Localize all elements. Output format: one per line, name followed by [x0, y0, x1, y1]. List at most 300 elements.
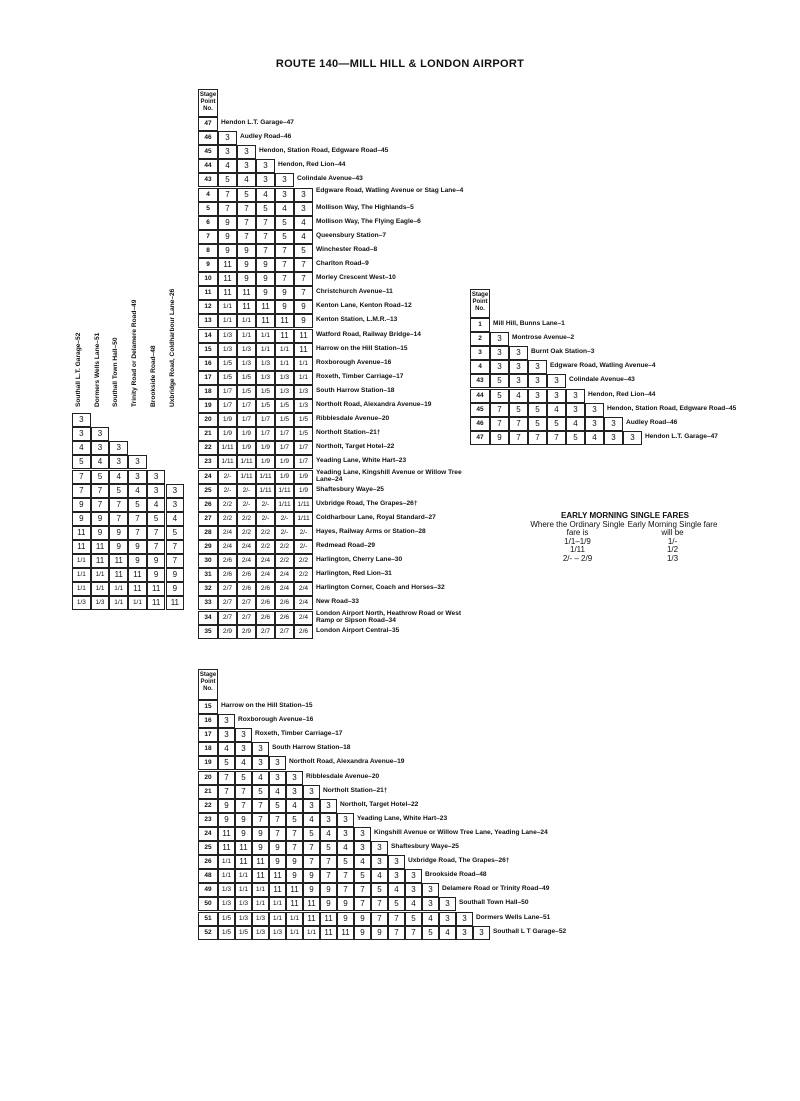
stage-number: 33 [198, 596, 218, 610]
stage-label: Harrow on the Hill Station–15 [316, 344, 408, 352]
fare-cell: 3 [623, 431, 642, 445]
stage-label: Burnt Oak Station–3 [531, 348, 595, 356]
stage-label: Harlington Corner, Coach and Horses–32 [316, 584, 445, 592]
fare-cell: 1/1 [235, 883, 252, 897]
fare-cell: 4 [275, 202, 294, 216]
fare-cell: 1/3 [235, 912, 252, 926]
fare-cell: 3 [439, 897, 456, 911]
column-header-vertical: Uxbridge Road, Coldharbour Lane–26 [168, 288, 176, 408]
fare-cell: 9 [166, 582, 185, 596]
fare-cell: 1/3 [218, 897, 235, 911]
fare-cell: 7 [294, 272, 313, 286]
fare-cell: 1/1 [109, 596, 128, 610]
fare-cell: 3 [422, 897, 439, 911]
stage-number: 17 [198, 371, 218, 385]
stage-number: 28 [198, 526, 218, 540]
fare-cell: 3 [147, 470, 166, 484]
column-header-vertical: Trinity Road or Delamere Road–49 [131, 299, 139, 408]
fare-cell: 7 [269, 813, 286, 827]
stage-label: Shaftesbury Waye–25 [316, 485, 384, 493]
fare-cell: 1/5 [275, 399, 294, 413]
fare-cell: 4 [439, 926, 456, 940]
fare-cell: 1/1 [237, 329, 256, 343]
stage-number: 45 [470, 403, 490, 417]
fare-cell: 9 [303, 869, 320, 883]
stage-label: Hendon, Station Road, Edgware Road–45 [607, 404, 737, 412]
stage-label: Yeading Lane, White Hart–23 [316, 457, 407, 465]
stage-label: Hendon, Red Lion–44 [588, 390, 656, 398]
fare-cell: 1/1 [256, 329, 275, 343]
fare-cell: 7 [218, 785, 235, 799]
fare-cell: 2/2 [256, 526, 275, 540]
fare-cell: 7 [303, 841, 320, 855]
stage-number: 46 [470, 417, 490, 431]
fare-cell: 11 [218, 827, 235, 841]
stage-number: 25 [198, 484, 218, 498]
stage-label: Northolt, Target Hotel–22 [316, 443, 395, 451]
fare-cell: 2/- [237, 498, 256, 512]
stage-label: Northolt Station–21† [316, 429, 381, 437]
fare-cell: 1/9 [237, 427, 256, 441]
fare-cell: 7 [235, 799, 252, 813]
fare-cell: 9 [294, 300, 313, 314]
stage-number: 45 [198, 145, 218, 159]
fare-cell: 1/9 [218, 427, 237, 441]
fare-cell: 1/7 [256, 413, 275, 427]
stage-label: London Airport North, Heathrow Road or West Ramp or Sipson Road–34 [316, 609, 462, 624]
fare-cell: 1/1 [72, 582, 91, 596]
fare-cell: 7 [269, 827, 286, 841]
stage-label: Brookside Road–48 [425, 871, 487, 879]
fare-cell: 11 [72, 540, 91, 554]
fare-cell: 1/7 [237, 399, 256, 413]
fare-cell: 9 [147, 568, 166, 582]
stage-label: Hendon, Station Road, Edgware Road–45 [259, 147, 389, 155]
fare-cell: 2/7 [275, 625, 294, 639]
stage-number: 47 [470, 431, 490, 445]
stage-number: 30 [198, 554, 218, 568]
stage-number: 18 [198, 742, 218, 756]
fare-cell: 7 [237, 216, 256, 230]
fare-cell: 7 [286, 827, 303, 841]
fare-cell: 3 [473, 926, 490, 940]
fare-cell: 7 [91, 484, 110, 498]
fare-cell: 11 [147, 596, 166, 610]
fare-cell: 9 [128, 554, 147, 568]
stage-number: 4 [198, 188, 218, 202]
fare-cell: 1/7 [256, 427, 275, 441]
fare-cell: 3 [320, 813, 337, 827]
fare-cell: 1/3 [91, 596, 110, 610]
stage-number: 20 [198, 413, 218, 427]
fare-cell: 1/11 [218, 455, 237, 469]
fare-cell: 3 [218, 131, 237, 145]
fare-cell: 11 [252, 869, 269, 883]
fare-cell: 7 [509, 431, 528, 445]
fare-cell: 9 [218, 216, 237, 230]
fare-cell: 3 [337, 813, 354, 827]
fare-cell: 11 [256, 300, 275, 314]
fare-cell: 2/- [218, 484, 237, 498]
fare-cell: 4 [286, 799, 303, 813]
fare-cell: 1/9 [294, 484, 313, 498]
fare-cell: 7 [354, 897, 371, 911]
fare-cell: 1/11 [237, 455, 256, 469]
fare-cell: 7 [275, 258, 294, 272]
fare-cell: 2/6 [237, 568, 256, 582]
fare-cell: 7 [320, 855, 337, 869]
fare-cell: 11 [218, 286, 237, 300]
early-fare-row [530, 538, 720, 547]
fare-cell: 2/2 [275, 540, 294, 554]
fare-cell: 3 [490, 346, 509, 360]
fare-cell: 4 [422, 912, 439, 926]
fare-cell: 7 [91, 498, 110, 512]
fare-cell: 1/1 [286, 926, 303, 940]
fare-cell: 1/11 [275, 498, 294, 512]
fare-cell: 7 [294, 286, 313, 300]
fare-cell: 1/1 [128, 596, 147, 610]
fare-cell: 11 [218, 272, 237, 286]
fare-cell: 1/1 [275, 343, 294, 357]
fare-cell: 5 [218, 173, 237, 187]
fare-cell: 9 [252, 827, 269, 841]
stage-number: 6 [198, 216, 218, 230]
stage-label: Edgware Road, Watling Avenue–4 [550, 362, 656, 370]
fare-cell: 1/1 [218, 314, 237, 328]
fare-cell: 11 [128, 582, 147, 596]
stage-label: Winchester Road–8 [316, 245, 378, 253]
fare-cell: 1/11 [294, 512, 313, 526]
fare-cell: 3 [256, 173, 275, 187]
stage-number: 24 [198, 470, 218, 484]
fare-cell: 1/1 [286, 912, 303, 926]
fare-cell: 7 [109, 512, 128, 526]
fare-cell: 1/3 [256, 371, 275, 385]
fare-cell: 11 [235, 855, 252, 869]
fare-cell: 1/5 [256, 399, 275, 413]
fare-cell: 1/1 [91, 582, 110, 596]
stage-number: 23 [198, 455, 218, 469]
fare-cell: 1/11 [275, 484, 294, 498]
stage-number: 3 [470, 346, 490, 360]
fare-cell: 7 [547, 431, 566, 445]
fare-cell: 5 [235, 771, 252, 785]
fare-cell: 3 [490, 360, 509, 374]
fare-cell: 7 [252, 813, 269, 827]
fare-cell: 2/- [256, 512, 275, 526]
fare-cell: 1/7 [294, 455, 313, 469]
fare-cell: 5 [422, 926, 439, 940]
fare-cell: 5 [252, 785, 269, 799]
fare-cell: 1/7 [218, 385, 237, 399]
fare-cell: 3 [388, 869, 405, 883]
stage-point-header: Stage Point No. [198, 89, 218, 117]
fare-cell: 1/3 [252, 912, 269, 926]
fare-cell: 2/6 [237, 582, 256, 596]
stage-number: 13 [198, 314, 218, 328]
fare-cell: 2/2 [275, 554, 294, 568]
stage-number: 35 [198, 625, 218, 639]
fare-cell: 3 [286, 785, 303, 799]
stage-number: 12 [198, 300, 218, 314]
fare-cell: 1/3 [72, 596, 91, 610]
fare-cell: 9 [275, 286, 294, 300]
fare-cell: 3 [109, 455, 128, 469]
fare-cell: 2/7 [237, 596, 256, 610]
stage-label: Queensbury Station–7 [316, 231, 386, 239]
fare-cell: 1/1 [218, 869, 235, 883]
fare-cell: 9 [218, 244, 237, 258]
fare-cell: 1/7 [275, 441, 294, 455]
fare-cell: 2/6 [294, 625, 313, 639]
fare-cell: 5 [320, 841, 337, 855]
fare-cell: 2/9 [218, 625, 237, 639]
fare-cell: 9 [320, 897, 337, 911]
fare-cell: 4 [405, 897, 422, 911]
stage-number: 17 [198, 728, 218, 742]
fare-cell: 11 [286, 897, 303, 911]
fare-cell: 11 [147, 582, 166, 596]
fare-cell: 1/1 [275, 357, 294, 371]
fare-cell: 5 [371, 883, 388, 897]
fare-cell: 9 [354, 926, 371, 940]
fare-cell: 9 [269, 841, 286, 855]
fare-cell: 4 [72, 441, 91, 455]
fare-cell: 2/- [294, 540, 313, 554]
fare-cell: 3 [237, 145, 256, 159]
fare-cell: 1/7 [275, 427, 294, 441]
stage-label: Audley Road–46 [240, 133, 292, 141]
stage-number: 16 [198, 357, 218, 371]
fare-cell: 11 [275, 314, 294, 328]
stage-number: 9 [198, 258, 218, 272]
fare-cell: 9 [109, 526, 128, 540]
stage-label: Uxbridge Road, The Grapes–26† [316, 499, 418, 507]
fare-cell: 4 [218, 742, 235, 756]
stage-label: Mill Hill, Bunns Lane–1 [493, 320, 565, 327]
fare-cell: 3 [422, 883, 439, 897]
fare-cell: 5 [354, 869, 371, 883]
fare-cell: 2/2 [218, 512, 237, 526]
fare-cell: 3 [405, 869, 422, 883]
stage-number: 18 [198, 385, 218, 399]
fare-cell: 2/2 [237, 512, 256, 526]
fare-cell: 3 [147, 484, 166, 498]
stage-number: 48 [198, 869, 218, 883]
fare-cell: 1/1 [109, 582, 128, 596]
stage-label: Southall Town Hall–50 [459, 899, 529, 907]
fare-cell: 7 [388, 926, 405, 940]
stage-label: Colindale Avenue–43 [297, 175, 363, 183]
fare-cell: 11 [166, 596, 185, 610]
fare-cell: 3 [439, 912, 456, 926]
stage-label: Hendon, Red Lion–44 [278, 161, 346, 169]
fare-cell: 7 [405, 926, 422, 940]
fare-cell: 7 [275, 244, 294, 258]
fare-cell: 9 [72, 498, 91, 512]
stage-number: 5 [198, 202, 218, 216]
fare-cell: 9 [218, 813, 235, 827]
fare-cell: 9 [286, 855, 303, 869]
fare-cell: 2/7 [218, 582, 237, 596]
fare-cell: 9 [237, 272, 256, 286]
fare-cell: 4 [147, 498, 166, 512]
fare-cell: 11 [91, 540, 110, 554]
fare-cell: 7 [354, 883, 371, 897]
fare-cell: 2/- [218, 470, 237, 484]
fare-cell: 9 [128, 540, 147, 554]
fare-cell: 3 [252, 756, 269, 770]
fare-cell: 2/- [237, 484, 256, 498]
fare-cell: 1/5 [256, 385, 275, 399]
fare-cell: 11 [218, 841, 235, 855]
fare-cell: 4 [354, 855, 371, 869]
stage-point-header: Stage Point No. [470, 289, 490, 318]
fare-cell: 2/2 [237, 526, 256, 540]
stage-number: 27 [198, 512, 218, 526]
fare-cell: 3 [91, 427, 110, 441]
stage-number: 11 [198, 286, 218, 300]
fare-cell: 4 [237, 173, 256, 187]
fare-cell: 3 [109, 441, 128, 455]
stage-number: 2 [470, 332, 490, 346]
early-fare-row [530, 546, 720, 555]
fare-cell: 3 [252, 742, 269, 756]
fare-cell: 2/4 [275, 568, 294, 582]
fare-cell: 5 [303, 827, 320, 841]
fare-cell: 5 [547, 417, 566, 431]
fare-cell: 2/4 [237, 554, 256, 568]
fare-cell: 11 [128, 568, 147, 582]
fare-cell: 9 [275, 300, 294, 314]
fare-cell: 5 [509, 403, 528, 417]
stage-label: New Road–33 [316, 598, 359, 606]
fare-cell: 7 [337, 869, 354, 883]
stage-label: Northolt Road, Alexandra Avenue–19 [289, 758, 405, 766]
fare-cell: 1/1 [237, 314, 256, 328]
fare-cell: 3 [294, 202, 313, 216]
fare-cell: 3 [256, 159, 275, 173]
fare-cell: 1/1 [252, 883, 269, 897]
fare-cell: 1/3 [218, 883, 235, 897]
fare-cell: 11 [218, 258, 237, 272]
fare-cell: 1/3 [235, 897, 252, 911]
fare-cell: 1/3 [218, 329, 237, 343]
fare-cell: 1/7 [237, 413, 256, 427]
fare-cell: 1/9 [237, 441, 256, 455]
fare-cell: 7 [490, 403, 509, 417]
stage-label: Southall L T Garage–52 [493, 927, 567, 935]
fare-cell: 4 [303, 813, 320, 827]
fare-cell: 5 [388, 897, 405, 911]
fare-cell: 3 [585, 403, 604, 417]
stage-number: 44 [470, 389, 490, 403]
fare-cell: 5 [91, 470, 110, 484]
fare-cell: 9 [235, 813, 252, 827]
fare-cell: 1/11 [256, 470, 275, 484]
stage-label: Harrow on the Hill Station–15 [221, 702, 313, 709]
stage-label: Ribblesdale Avenue–20 [316, 415, 390, 423]
fare-cell: 3 [528, 374, 547, 388]
stage-number: 22 [198, 441, 218, 455]
stage-number: 49 [198, 883, 218, 897]
fare-cell: 9 [256, 286, 275, 300]
fare-cell: 4 [337, 841, 354, 855]
fare-cell: 1/5 [275, 413, 294, 427]
fare-cell: 3 [218, 728, 235, 742]
fare-cell: 11 [252, 855, 269, 869]
stage-label: Hendon L.T. Garage–47 [645, 432, 718, 440]
fare-cell: 11 [275, 329, 294, 343]
fare-cell: 2/- [294, 526, 313, 540]
fare-cell: 7 [218, 771, 235, 785]
fare-cell: 11 [303, 897, 320, 911]
fare-cell: 3 [235, 742, 252, 756]
stage-number: 19 [198, 756, 218, 770]
fare-cell: 5 [269, 799, 286, 813]
fare-cell: 4 [388, 883, 405, 897]
fare-cell: 9 [218, 799, 235, 813]
stage-number: 26 [198, 498, 218, 512]
fare-cell: 3 [235, 728, 252, 742]
fare-cell: 11 [72, 526, 91, 540]
fare-cell: 2/2 [256, 540, 275, 554]
stage-number: 29 [198, 540, 218, 554]
stage-number: 21 [198, 427, 218, 441]
fare-cell: 5 [109, 484, 128, 498]
fare-cell: 1/5 [237, 385, 256, 399]
fare-cell: 1/5 [218, 926, 235, 940]
fare-cell: 3 [354, 827, 371, 841]
stage-number: 31 [198, 568, 218, 582]
fare-cell: 9 [354, 912, 371, 926]
stage-label: Hayes, Railway Arms or Station–28 [316, 527, 426, 535]
fare-cell: 1/1 [303, 926, 320, 940]
fare-cell: 1/11 [294, 498, 313, 512]
fare-cell: 5 [275, 230, 294, 244]
fare-cell: 3 [456, 912, 473, 926]
fare-cell: 2/7 [218, 596, 237, 610]
fare-cell: 1/7 [218, 399, 237, 413]
fare-cell: 3 [566, 403, 585, 417]
fare-cell: 3 [604, 431, 623, 445]
page-title: ROUTE 140—MILL HILL & LONDON AIRPORT [275, 58, 525, 70]
fare-cell: 2/- [275, 526, 294, 540]
fare-cell: 2/- [256, 498, 275, 512]
stage-label: Edgware Road, Watling Avenue or Stag Lane–4 [316, 186, 464, 194]
fare-cell: 3 [566, 389, 585, 403]
fare-cell: 1/11 [256, 484, 275, 498]
fare-cell: 5 [286, 813, 303, 827]
fare-cell: 9 [109, 540, 128, 554]
fare-cell: 11 [237, 286, 256, 300]
fare-cell: 7 [337, 883, 354, 897]
fare-cell: 1/5 [294, 427, 313, 441]
stage-label: Kenton Station, L.M.R.–13 [316, 316, 398, 324]
stage-label: Christchurch Avenue–11 [316, 288, 393, 296]
fare-cell: 4 [585, 431, 604, 445]
fare-cell: 4 [91, 455, 110, 469]
fare-cell: 9 [303, 883, 320, 897]
fare-cell: 3 [388, 855, 405, 869]
fare-cell: 4 [128, 484, 147, 498]
fare-cell: 9 [371, 926, 388, 940]
fare-cell: 11 [320, 912, 337, 926]
fare-cell: 5 [218, 756, 235, 770]
stage-label: Delamere Road or Trinity Road–49 [442, 885, 550, 893]
fare-cell: 7 [237, 202, 256, 216]
